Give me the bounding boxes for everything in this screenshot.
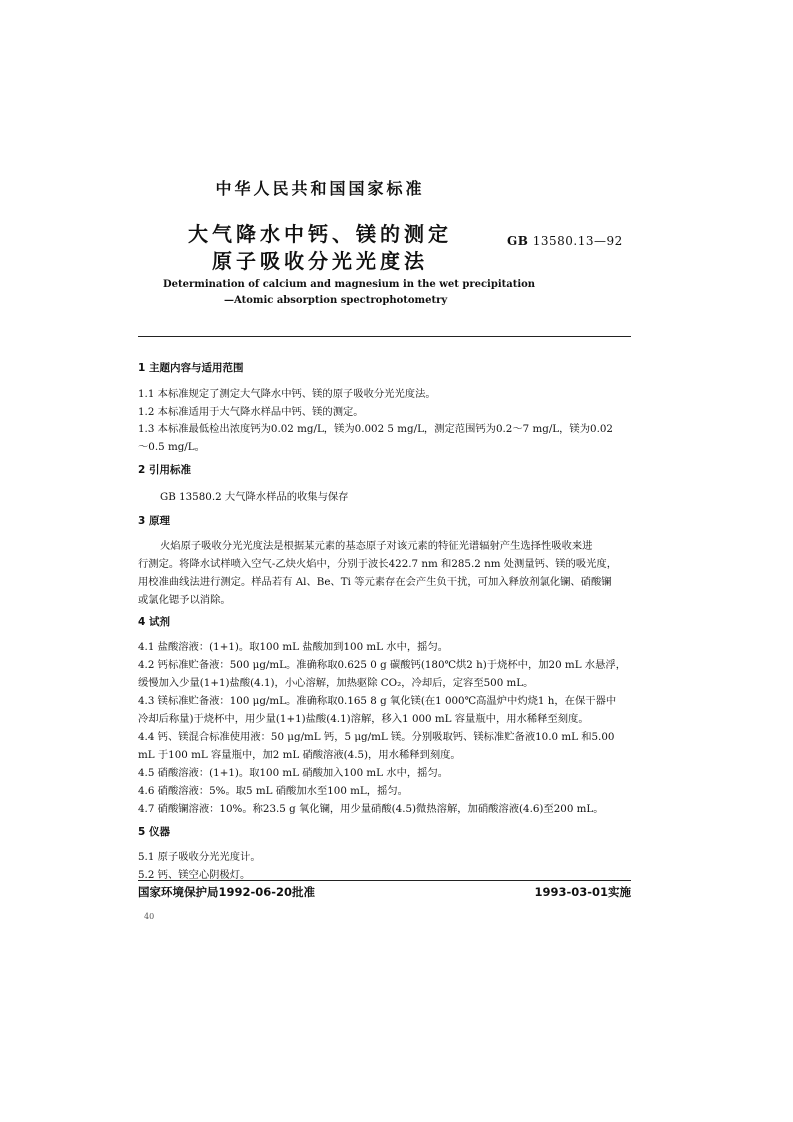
implementation-date: 1993-03-01实施: [534, 885, 631, 899]
clause-5-1: 5.1 原子吸收分光光度计。: [138, 851, 261, 863]
standard-code: [507, 234, 623, 248]
clause-4-4-line1: 4.4 钙、镁混合标准使用液：50 μg/mL 钙，5 μg/mL 镁。分别吸取钙、镁标准贮备液10.0 mL 和5.00: [138, 731, 615, 743]
english-title-line2: —Atomic absorption spectrophotometry: [224, 295, 448, 306]
clause-4-5: 4.5 硝酸溶液：(1+1)。取100 mL 硝酸加入100 mL 水中，摇匀。: [138, 767, 449, 779]
document-title-line2: 原子吸收分光光度法: [212, 249, 428, 273]
principle-line4: 或氯化锶予以消除。: [138, 594, 231, 606]
section-2-heading: 2 引用标准: [138, 464, 191, 476]
clause-1-1: 1.1 本标准规定了测定大气降水中钙、镁的原子吸收分光光度法。: [138, 388, 436, 400]
country-standard-label: 中华人民共和国国家标准: [215, 179, 425, 198]
clause-4-3-line2: 冷却后称量)于烧杯中，用少量(1+1)盐酸(4.1)溶解，移入1 000 mL 容量瓶中，用水稀释至刻度。: [138, 713, 589, 725]
section-5-heading: 5 仪器: [138, 826, 170, 838]
section-1-heading: 1 主题内容与适用范围: [138, 362, 244, 374]
clause-1-2: 1.2 本标准适用于大气降水样品中钙、镁的测定。: [138, 406, 364, 418]
standard-code-number: 13580.13—92: [532, 234, 623, 248]
document-title-line1: 大气降水中钙、镁的测定: [188, 222, 452, 246]
page-number: 40: [144, 912, 155, 921]
clause-4-3-line1: 4.3 镁标准贮备液：100 μg/mL。准确称取0.165 8 g 氧化镁(在1 000℃高温炉中灼烧1 h，在保干器中: [138, 695, 617, 707]
section-3-heading: 3 原理: [138, 515, 170, 527]
principle-line1: 火焰原子吸收分光光度法是根据某元素的基态原子对该元素的特征光谱辐射产生选择性吸收来进: [160, 540, 593, 552]
section-4-heading: 4 试剂: [138, 616, 170, 628]
referenced-standard: GB 13580.2 大气降水样品的收集与保存: [160, 491, 349, 503]
approval-date: 国家环境保护局1992-06-20批准: [138, 885, 316, 899]
clause-4-4-line2: mL 于100 mL 容量瓶中，加2 mL 硝酸溶液(4.5)，用水稀释到刻度。: [138, 749, 461, 761]
clause-4-2-line2: 缓慢加入少量(1+1)盐酸(4.1)，小心溶解，加热驱除 CO₂，冷却后，定容至500 mL。: [138, 677, 534, 689]
clause-4-6: 4.6 硝酸溶液：5%。取5 mL 硝酸加水至100 mL，摇匀。: [138, 785, 408, 797]
clause-4-2-line1: 4.2 钙标准贮备液：500 μg/mL。准确称取0.625 0 g 碳酸钙(180℃烘2 h)于烧杯中，加20 mL 水悬浮，: [138, 659, 626, 671]
header-divider: [138, 336, 631, 337]
clause-1-3-line2: ～0.5 mg/L。: [138, 441, 205, 453]
clause-4-7: 4.7 硝酸镧溶液：10%。称23.5 g 氧化镧，用少量硝酸(4.5)微热溶解，加硝酸溶液(4.6)至200 mL。: [138, 803, 604, 815]
clause-5-2: 5.2 钙、镁空心阴极灯。: [138, 869, 251, 881]
clause-1-3-line1: 1.3 本标准最低检出浓度钙为0.02 mg/L，镁为0.002 5 mg/L，测定范围钙为0.2～7 mg/L，镁为0.02: [138, 423, 613, 435]
principle-line3: 用校准曲线法进行测定。样品若有 Al、Be、Ti 等元素存在会产生负干扰，可加入释放剂氯化镧、硝酸镧: [138, 576, 612, 588]
clause-4-1: 4.1 盐酸溶液：(1+1)。取100 mL 盐酸加到100 mL 水中，摇匀。: [138, 641, 449, 653]
english-title-line1: Determination of calcium and magnesium in the wet precipitation: [163, 279, 536, 290]
footer-divider: [138, 880, 631, 881]
principle-line2: 行测定。将降水试样喷入空气-乙炔火焰中，分别于波长422.7 nm 和285.2 nm 处测量钙、镁的吸光度，: [138, 558, 618, 570]
standard-code-prefix: GB: [507, 234, 529, 248]
